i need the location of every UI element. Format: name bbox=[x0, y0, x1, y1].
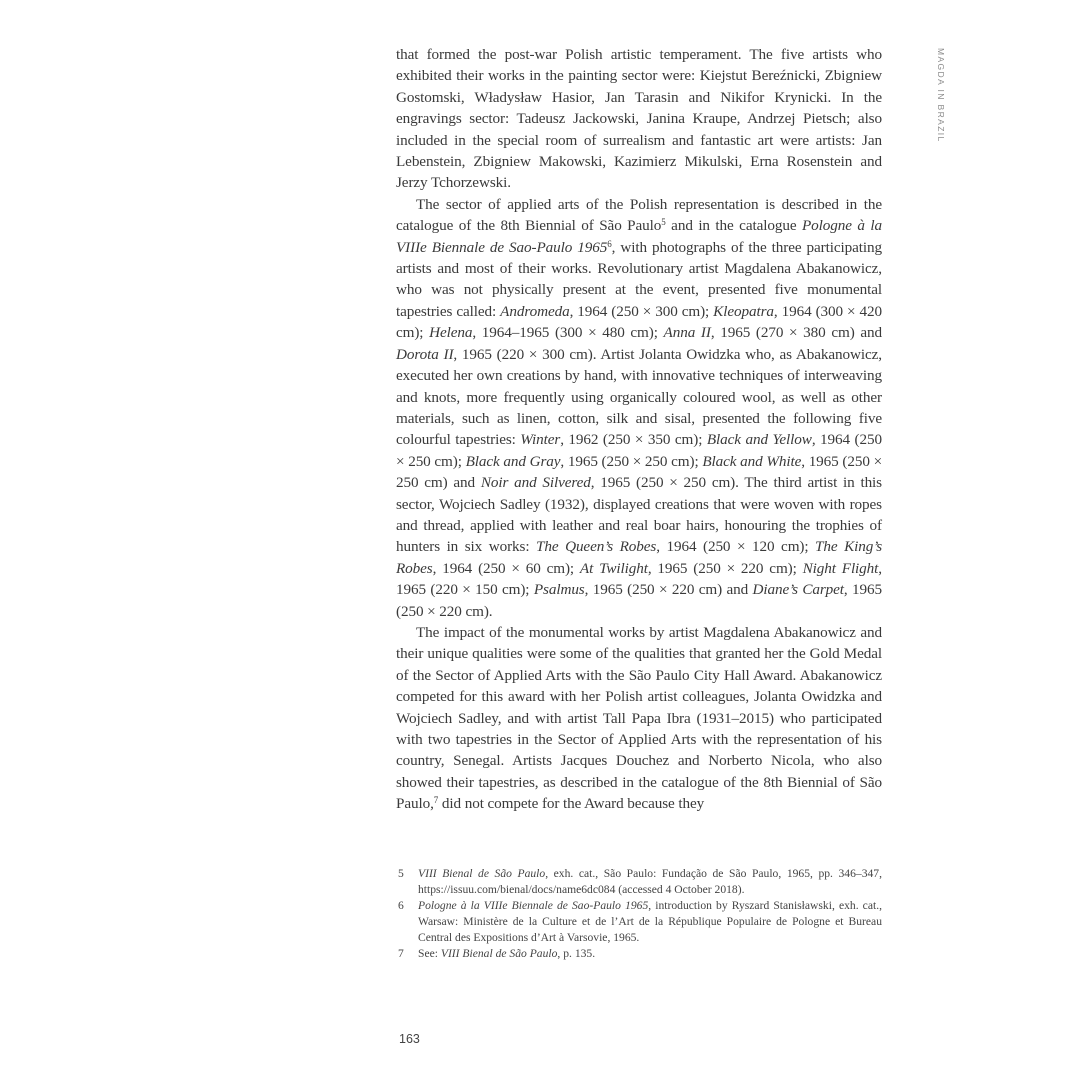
italic-title: Andromeda bbox=[500, 302, 570, 320]
text-run: The sector of applied arts of the Polish representation is described in the catalogue of the 8th Biennial of São Paulo bbox=[396, 195, 882, 235]
text-run: , 1964–1965 (300 × 480 cm); bbox=[472, 324, 664, 342]
running-side-title: MAGDA IN BRAZIL bbox=[936, 48, 946, 143]
text-run: , 1965 (250 × 250 cm); bbox=[560, 452, 703, 470]
footnote-number: 6 bbox=[398, 899, 404, 912]
italic-title: Winter bbox=[520, 431, 561, 449]
text-run: that formed the post-war Polish artistic temperament. The five artists who exhibited their works in the painting sector were: Kiejstut Bereźnicki, Zbigniew Gostomski, Władysław Hasior, Jan Tarasin and Nikifor Krynicki. In the engravings sector: Tadeusz Jackowski, Janina Kraupe, Andrzej Pietsch; also included in the special room of surrealism and fantastic art were artists: Jan Lebenstein, Zbigniew Makowski, Kazimierz Mikulski, Erna Rosenstein and Jerzy Tchorzewski. bbox=[396, 46, 882, 192]
text-run: , 1964 (300 × 420 cm); bbox=[396, 302, 882, 342]
text-run: , 1964 (250 × 120 cm); bbox=[656, 538, 816, 556]
text-run: , 1964 (250 × 250 cm); bbox=[396, 431, 882, 470]
text-run: and in the catalogue bbox=[665, 217, 802, 235]
italic-title: At Twilight bbox=[579, 559, 648, 577]
text-run: , 1965 (250 × 250 cm) and bbox=[396, 452, 883, 492]
italic-title: The Queen’s Robes bbox=[536, 538, 657, 556]
text-run: The impact of the monumental works by artist Magdalena Abakanowicz and their unique qualities were some of the qualities that granted her the Gold Medal of the Sector of Applied Arts with the São Paulo City Hall Award. Abakanowicz competed for this award with her Polish artist colleagues, Jolanta Owidzka and Wojciech Sadley, and with artist Tall Papa Ibra (1931–2015) who participated with two tapestries in the Sector of Applied Arts with the representation of his country, Senegal. Artists Jacques Douchez and Norberto Nicola, who also showed their tapestries, as described in the catalogue of the 8th Biennial of São Paulo, bbox=[396, 623, 882, 813]
italic-title: Night Flight bbox=[802, 559, 879, 577]
text-run: , 1965 (220 × 300 cm). Artist Jolanta Owidzka who, as Abakanowicz, executed her own creations by hand, with innovative techniques of interweaving and knots, more frequently using organically coloured wool, as well as other materials, such as linen, cotton, silk and sisal, presented the following five colourful tapestries: bbox=[396, 345, 882, 449]
body-text bbox=[396, 44, 882, 815]
italic-title: Helena bbox=[429, 324, 473, 342]
footnote-number: 5 bbox=[398, 867, 404, 880]
footnote-ref: 5 bbox=[661, 217, 666, 228]
text-run: , exh. cat., São Paulo: Fundação de São Paulo, 1965, pp. 346–347, https://issuu.com/bienal/docs/name6dc084 (accessed 4 October 2018). bbox=[418, 867, 882, 896]
text-run: See: bbox=[418, 947, 441, 960]
italic-title: Noir and Silvered bbox=[480, 474, 591, 492]
text-run: , 1965 (270 × 380 cm) and bbox=[710, 324, 883, 342]
footnote bbox=[398, 898, 882, 946]
italic-title: The King’s Robes bbox=[396, 538, 883, 577]
text-run: , introduction by Ryszard Stanisławski, exh. cat., Warsaw: Ministère de la Culture et de l’Art de la République Populaire de Pologne et Bureau Central des Expositions d’Art à Varsovie, 1965. bbox=[418, 899, 882, 944]
italic-title: Dorota II bbox=[396, 345, 454, 363]
footnotes bbox=[398, 866, 882, 962]
italic-title: Black and Yellow bbox=[706, 431, 812, 449]
paragraph bbox=[396, 44, 882, 194]
text-run: , 1965 (250 × 220 cm); bbox=[647, 559, 803, 577]
text-run: , 1964 (250 × 60 cm); bbox=[432, 559, 580, 577]
footnote bbox=[398, 866, 882, 898]
footnote-text bbox=[418, 946, 882, 962]
footnote-number: 7 bbox=[398, 947, 404, 960]
footnote-ref: 7 bbox=[433, 795, 439, 806]
footnote-ref: 6 bbox=[607, 238, 612, 249]
text-run: , 1965 (250 × 220 cm) and bbox=[584, 581, 753, 599]
italic-title: VIII Bienal de São Paulo bbox=[440, 947, 558, 960]
text-run: , p. 135. bbox=[557, 947, 596, 960]
page-number: 163 bbox=[399, 1032, 420, 1046]
footnote-text bbox=[418, 866, 882, 898]
italic-title: Diane’s Carpet bbox=[752, 581, 844, 599]
footnote bbox=[398, 946, 882, 962]
text-run: , 1964 (250 × 300 cm); bbox=[569, 302, 714, 320]
italic-title: Black and Gray bbox=[465, 452, 561, 470]
text-run: , with photographs of the three participating artists and most of their works. Revolutionary artist Magdalena Abakanowicz, who was not physically present at the event, presented five monumental tapestries called: bbox=[396, 238, 882, 320]
footnote-text bbox=[418, 898, 882, 946]
italic-title: Pologne à la VIIIe Biennale de Sao-Paulo 1965 bbox=[396, 217, 882, 256]
italic-title: Psalmus bbox=[533, 581, 585, 599]
italic-title: Kleopatra bbox=[713, 302, 774, 320]
italic-title: Black and White bbox=[702, 452, 802, 470]
italic-title: VIII Bienal de São Paulo bbox=[418, 867, 546, 880]
text-run: , 1965 (220 × 150 cm); bbox=[396, 559, 882, 599]
text-run: , 1965 (250 × 250 cm). The third artist in this sector, Wojciech Sadley (1932), displayed creations that were woven with ropes and thread, applied with leather and real boar hairs, honouring the trophies of hunters in six works: bbox=[396, 474, 882, 556]
italic-title: Anna II bbox=[663, 324, 711, 342]
text-run: did not compete for the Award because they bbox=[438, 795, 705, 813]
paragraph bbox=[396, 622, 882, 815]
italic-title: Pologne à la VIIIe Biennale de Sao-Paulo 1965 bbox=[418, 899, 649, 912]
text-run: , 1962 (250 × 350 cm); bbox=[560, 431, 707, 449]
text-run: , 1965 (250 × 220 cm). bbox=[396, 581, 882, 620]
paragraph bbox=[396, 194, 882, 622]
